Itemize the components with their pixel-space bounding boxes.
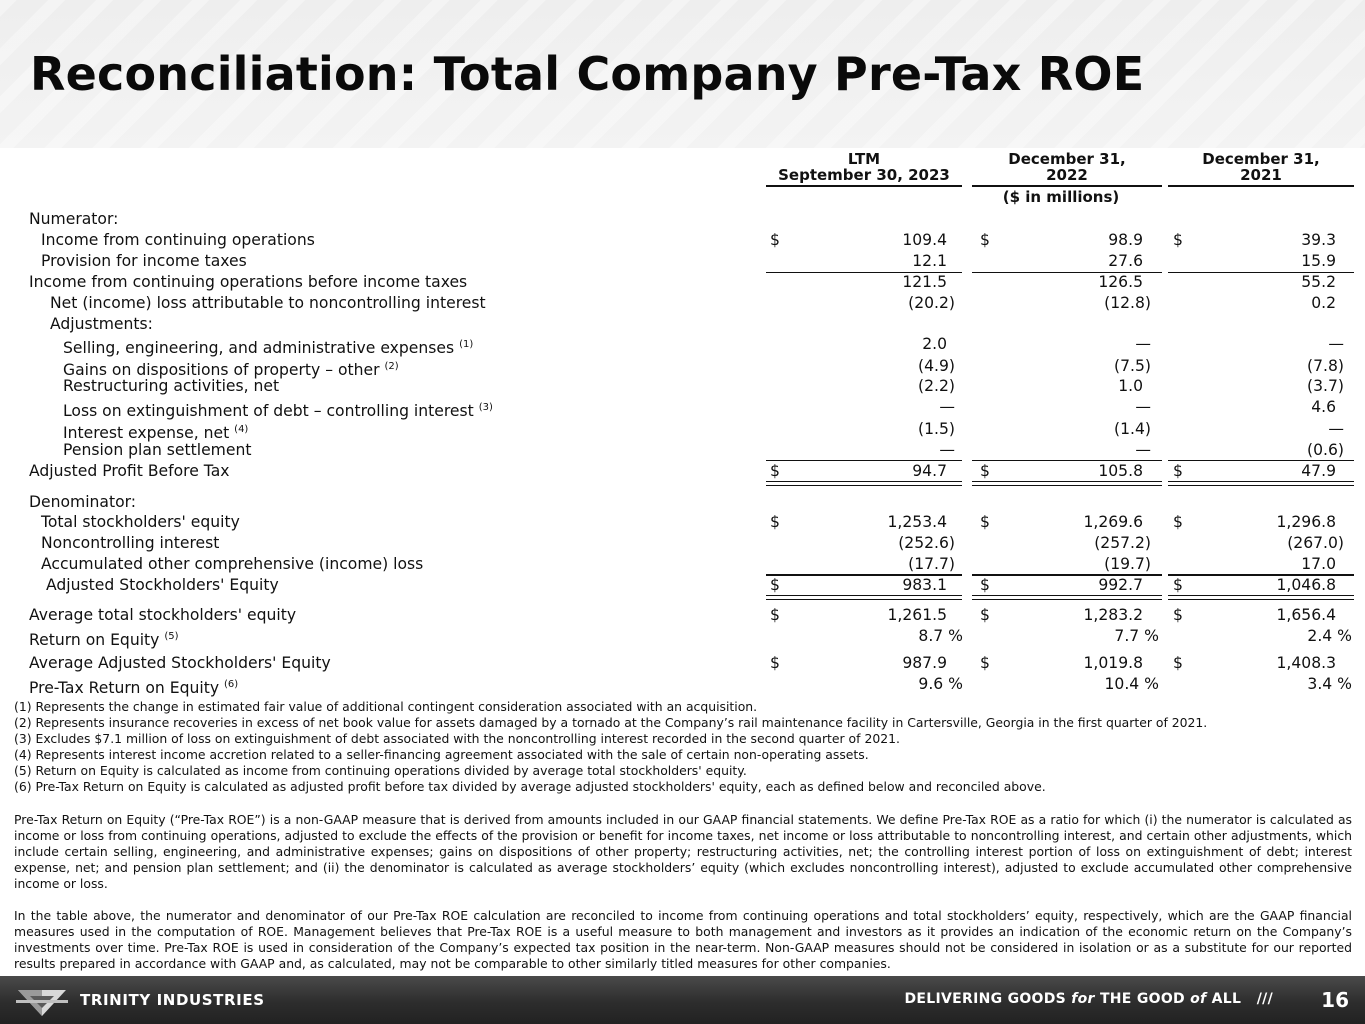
currency-symbol: $: [1173, 606, 1183, 624]
page-number: 16: [1321, 988, 1349, 1012]
currency-symbol: $: [1173, 654, 1183, 672]
row-label-text: Income from continuing operations: [41, 231, 315, 249]
total-double-rule: [766, 595, 962, 600]
definition-paragraph: Pre-Tax Return on Equity (“Pre-Tax ROE”) is a non-GAAP measure that is derived from amounts included in our GAAP financial statements. We define Pre-Tax ROE as a ratio for which (i) the numerator is calculated as income or loss from continuing operations, adjusted to exclude the effects of the provision or benefit for income taxes, net income or loss attributable to noncontrolling interest, and certain other adjustments, which include certain selling, engineering, and administrative expenses; gains on dispositions of other property; restructuring activities, net; the controlling interest portion of loss on extinguishment of debt; interest expense, net; and pension plan settlement; and (ii) the denominator is calculated as average stockholders’ equity (which excludes noncontrolling interest), adjusted to exclude accumulated other comprehensive income or loss.: [14, 812, 1352, 891]
row-label: [46, 575, 279, 596]
footnote: (3) Excludes $7.1 million of loss on extinguishment of debt associated with the noncontrolling interest recorded in the second quarter of 2021.: [14, 731, 900, 746]
cell-value: 55.2: [1301, 273, 1336, 291]
row-label: [50, 293, 486, 314]
row-label-text: Income from continuing operations before income taxes: [29, 273, 468, 291]
tagline-part: of: [1190, 991, 1207, 1007]
currency-symbol: $: [1173, 231, 1183, 249]
footnotes: [14, 699, 1354, 795]
total-double-rule: [972, 595, 1162, 600]
column-header-line2: 2021: [1240, 166, 1282, 184]
tagline-separator: ///: [1256, 991, 1273, 1007]
row-label: [29, 674, 238, 699]
table-row: [0, 512, 1365, 533]
row-label-text: Denominator:: [29, 493, 137, 511]
table-row: [0, 334, 1365, 355]
cell-value: (267.0): [1287, 534, 1344, 552]
cell-value: 109.4: [902, 231, 947, 249]
row-label-text: Interest expense, net: [63, 424, 230, 442]
currency-symbol: $: [770, 654, 780, 672]
table-row: [0, 314, 1365, 335]
cell-value: (252.6): [898, 534, 955, 552]
cell-value: —: [1135, 441, 1151, 459]
row-label-text: Return on Equity: [29, 631, 160, 649]
total-double-rule: [972, 481, 1162, 486]
row-label-text: Pension plan settlement: [63, 441, 252, 459]
footnote-ref: (6): [224, 679, 239, 690]
table-row: [0, 397, 1365, 418]
row-label-text: Loss on extinguishment of debt – controlling interest: [63, 402, 474, 420]
subtotal-rule: [766, 272, 962, 273]
table-row: [0, 626, 1365, 647]
cell-value: 1.0: [1118, 377, 1143, 395]
brand-name: TRINITY INDUSTRIES: [80, 991, 265, 1009]
cell-value: 7.7 %: [1114, 627, 1159, 645]
row-label-text: Total stockholders' equity: [41, 513, 240, 531]
row-label-text: Gains on dispositions of property – other: [63, 361, 380, 379]
page-title: Reconciliation: Total Company Pre-Tax ROE: [30, 47, 1145, 101]
cell-value: 17.0: [1301, 555, 1336, 573]
cell-value: —: [939, 441, 955, 459]
column-header-line2: September 30, 2023: [778, 166, 950, 184]
cell-value: (17.7): [908, 555, 955, 573]
table-row: [0, 492, 1365, 513]
row-label-text: Numerator:: [29, 210, 119, 228]
cell-value: (7.5): [1114, 357, 1151, 375]
table-row: [0, 554, 1365, 575]
column-header-rule: [972, 185, 1162, 187]
cell-value: 983.1: [902, 576, 947, 594]
column-header-line1: December 31,: [1202, 150, 1320, 168]
currency-symbol: $: [980, 462, 990, 480]
footnote-ref: (1): [459, 339, 474, 350]
cell-value: 1,019.8: [1083, 654, 1143, 672]
cell-value: 3.4 %: [1307, 675, 1352, 693]
cell-value: (1.5): [918, 420, 955, 438]
row-label: [29, 461, 230, 482]
table-row: [0, 605, 1365, 626]
table-row: [0, 356, 1365, 377]
row-label: [41, 230, 315, 251]
cell-value: —: [1135, 335, 1151, 353]
row-label-text: Noncontrolling interest: [41, 534, 220, 552]
table-row: [0, 461, 1365, 482]
cell-value: 1,046.8: [1276, 576, 1336, 594]
cell-value: 4.6: [1311, 398, 1336, 416]
row-label-text: Pre-Tax Return on Equity: [29, 679, 220, 697]
tagline-part: THE GOOD: [1094, 991, 1191, 1007]
currency-symbol: $: [1173, 576, 1183, 594]
currency-symbol: $: [980, 231, 990, 249]
row-label: [41, 554, 423, 575]
cell-value: 2.0: [922, 335, 947, 353]
table-row: [0, 440, 1365, 461]
cell-value: 94.7: [912, 462, 947, 480]
subtotal-rule: [766, 575, 962, 576]
row-label: [63, 376, 279, 397]
subtotal-rule: [972, 574, 1162, 575]
cell-value: —: [1328, 420, 1344, 438]
currency-symbol: $: [1173, 513, 1183, 531]
row-label-text: Net (income) loss attributable to noncontrolling interest: [50, 294, 486, 312]
cell-value: (3.7): [1307, 377, 1344, 395]
cell-value: 12.1: [912, 252, 947, 270]
tagline-part: ALL: [1206, 991, 1242, 1007]
tagline-part: for: [1071, 991, 1095, 1007]
cell-value: 8.7 %: [918, 627, 963, 645]
cell-value: 126.5: [1098, 273, 1143, 291]
currency-symbol: $: [980, 513, 990, 531]
column-header-rule: [1168, 185, 1354, 187]
row-label-text: Adjusted Profit Before Tax: [29, 462, 230, 480]
column-header-line1: December 31,: [1008, 150, 1126, 168]
row-label-text: Provision for income taxes: [41, 252, 247, 270]
footnote-ref: (4): [234, 424, 249, 435]
cell-value: 98.9: [1108, 231, 1143, 249]
total-double-rule: [766, 481, 962, 486]
cell-value: (257.2): [1094, 534, 1151, 552]
subtotal-rule: [1168, 575, 1354, 576]
cell-value: 27.6: [1108, 252, 1143, 270]
table-row: [0, 419, 1365, 440]
column-header-rule: [766, 185, 962, 187]
cell-value: 987.9: [902, 654, 947, 672]
cell-value: 10.4 %: [1104, 675, 1159, 693]
row-label-text: Adjustments:: [50, 315, 153, 333]
cell-value: (2.2): [918, 377, 955, 395]
cell-value: 992.7: [1098, 576, 1143, 594]
table-row: [0, 209, 1365, 230]
row-label: [29, 492, 136, 513]
table-row: [0, 251, 1365, 272]
currency-symbol: $: [770, 576, 780, 594]
footnote: (6) Pre-Tax Return on Equity is calculated as adjusted profit before tax divided by average adjusted stockholders' equity, each as defined below and reconciled above.: [14, 779, 1046, 794]
column-header-2021: [1168, 151, 1354, 183]
table-row: [0, 653, 1365, 674]
row-label-text: Average Adjusted Stockholders' Equity: [29, 654, 331, 672]
footnote-ref: (5): [164, 631, 179, 642]
footer-bar: [0, 976, 1365, 1024]
cell-value: 1,269.6: [1083, 513, 1143, 531]
currency-symbol: $: [1173, 462, 1183, 480]
column-header-2022: [972, 151, 1162, 183]
currency-symbol: $: [980, 576, 990, 594]
cell-value: —: [1135, 398, 1151, 416]
table-row: [0, 575, 1365, 596]
footnote: (2) Represents insurance recoveries in excess of net book value for assets damaged by a tornado at the Company’s rail maintenance facility in Cartersville, Georgia in the first quarter of 2021.: [14, 715, 1208, 730]
currency-symbol: $: [770, 606, 780, 624]
footnote: (5) Return on Equity is calculated as income from continuing operations divided by average total stockholders' equity.: [14, 763, 747, 778]
row-label-text: Adjusted Stockholders' Equity: [46, 576, 279, 594]
tagline: [904, 991, 1273, 1007]
total-double-rule: [1168, 595, 1354, 600]
cell-value: 105.8: [1098, 462, 1143, 480]
currency-symbol: $: [770, 231, 780, 249]
column-header-line1: LTM: [847, 150, 881, 168]
cell-value: 39.3: [1301, 231, 1336, 249]
column-header-ltm: [766, 151, 962, 183]
currency-symbol: $: [770, 462, 780, 480]
cell-value: (12.8): [1104, 294, 1151, 312]
cell-value: (7.8): [1307, 357, 1344, 375]
cell-value: —: [939, 398, 955, 416]
currency-symbol: $: [980, 606, 990, 624]
cell-value: (19.7): [1104, 555, 1151, 573]
cell-value: 47.9: [1301, 462, 1336, 480]
currency-symbol: $: [980, 654, 990, 672]
tagline-part: DELIVERING GOODS: [904, 991, 1072, 1007]
row-label: [41, 251, 247, 272]
subtotal-rule: [1168, 460, 1354, 461]
cell-value: 1,283.2: [1083, 606, 1143, 624]
row-label-text: Accumulated other comprehensive (income) loss: [41, 555, 424, 573]
column-header-line2: 2022: [1046, 166, 1088, 184]
subtotal-rule: [972, 460, 1162, 461]
cell-value: (0.6): [1307, 441, 1344, 459]
footnote: (1) Represents the change in estimated fair value of additional contingent consideration associated with an acquisition.: [14, 699, 758, 714]
cell-value: 0.2: [1311, 294, 1336, 312]
row-label: [41, 512, 240, 533]
cell-value: —: [1328, 335, 1344, 353]
footnote-ref: (3): [478, 402, 493, 413]
subtotal-rule: [972, 575, 1162, 576]
units-label: ($ in millions): [1002, 188, 1120, 206]
footnote-ref: (2): [384, 361, 399, 372]
table-row: [0, 230, 1365, 251]
row-label: [29, 209, 118, 230]
cell-value: 15.9: [1301, 252, 1336, 270]
cell-value: 1,261.5: [887, 606, 947, 624]
total-double-rule: [1168, 481, 1354, 486]
subtotal-rule: [1168, 272, 1354, 273]
row-label: [29, 605, 296, 626]
table-row: [0, 272, 1365, 293]
header-banner: [0, 0, 1365, 148]
row-label: [29, 626, 179, 651]
table-row: [0, 293, 1365, 314]
row-label: [50, 314, 153, 335]
cell-value: (1.4): [1114, 420, 1151, 438]
subtotal-rule: [972, 272, 1162, 273]
table-row: [0, 533, 1365, 554]
row-label: [63, 440, 251, 461]
row-label: [41, 533, 219, 554]
cell-value: 2.4 %: [1307, 627, 1352, 645]
cell-value: 1,656.4: [1276, 606, 1336, 624]
table-row: [0, 376, 1365, 397]
subtotal-rule: [766, 574, 962, 575]
footnote: (4) Represents interest income accretion related to a seller-financing agreement associated with the sale of certain non-operating assets.: [14, 747, 869, 762]
row-label: [29, 653, 331, 674]
row-label-text: Restructuring activities, net: [63, 377, 280, 395]
subtotal-rule: [766, 460, 962, 461]
row-label-text: Selling, engineering, and administrative expenses: [63, 339, 455, 357]
cell-value: 1,408.3: [1276, 654, 1336, 672]
explanation-paragraph: In the table above, the numerator and denominator of our Pre-Tax ROE calculation are reconciled to income from continuing operations and total stockholders’ equity, respectively, which are the GAAP financial measures used in the computation of ROE. Management believes that Pre-Tax ROE is a useful measure to both management and investors as it provides an indication of the economic return on the Company’s investments over time. Pre-Tax ROE is used in consideration of the Company’s expected tax position in the near-term. Non-GAAP measures should not be considered in isolation or as a substitute for our reported results prepared in accordance with GAAP and, as calculated, may not be comparable to other similarly titled measures for other companies.: [14, 908, 1352, 971]
row-label: [29, 272, 467, 293]
currency-symbol: $: [770, 513, 780, 531]
cell-value: (20.2): [908, 294, 955, 312]
table-row: [0, 674, 1365, 695]
cell-value: 9.6 %: [918, 675, 963, 693]
cell-value: 1,253.4: [887, 513, 947, 531]
cell-value: (4.9): [918, 357, 955, 375]
row-label-text: Average total stockholders' equity: [29, 606, 297, 624]
cell-value: 121.5: [902, 273, 947, 291]
cell-value: 1,296.8: [1276, 513, 1336, 531]
trinity-logo-icon: [16, 982, 68, 1020]
subtotal-rule: [1168, 574, 1354, 575]
